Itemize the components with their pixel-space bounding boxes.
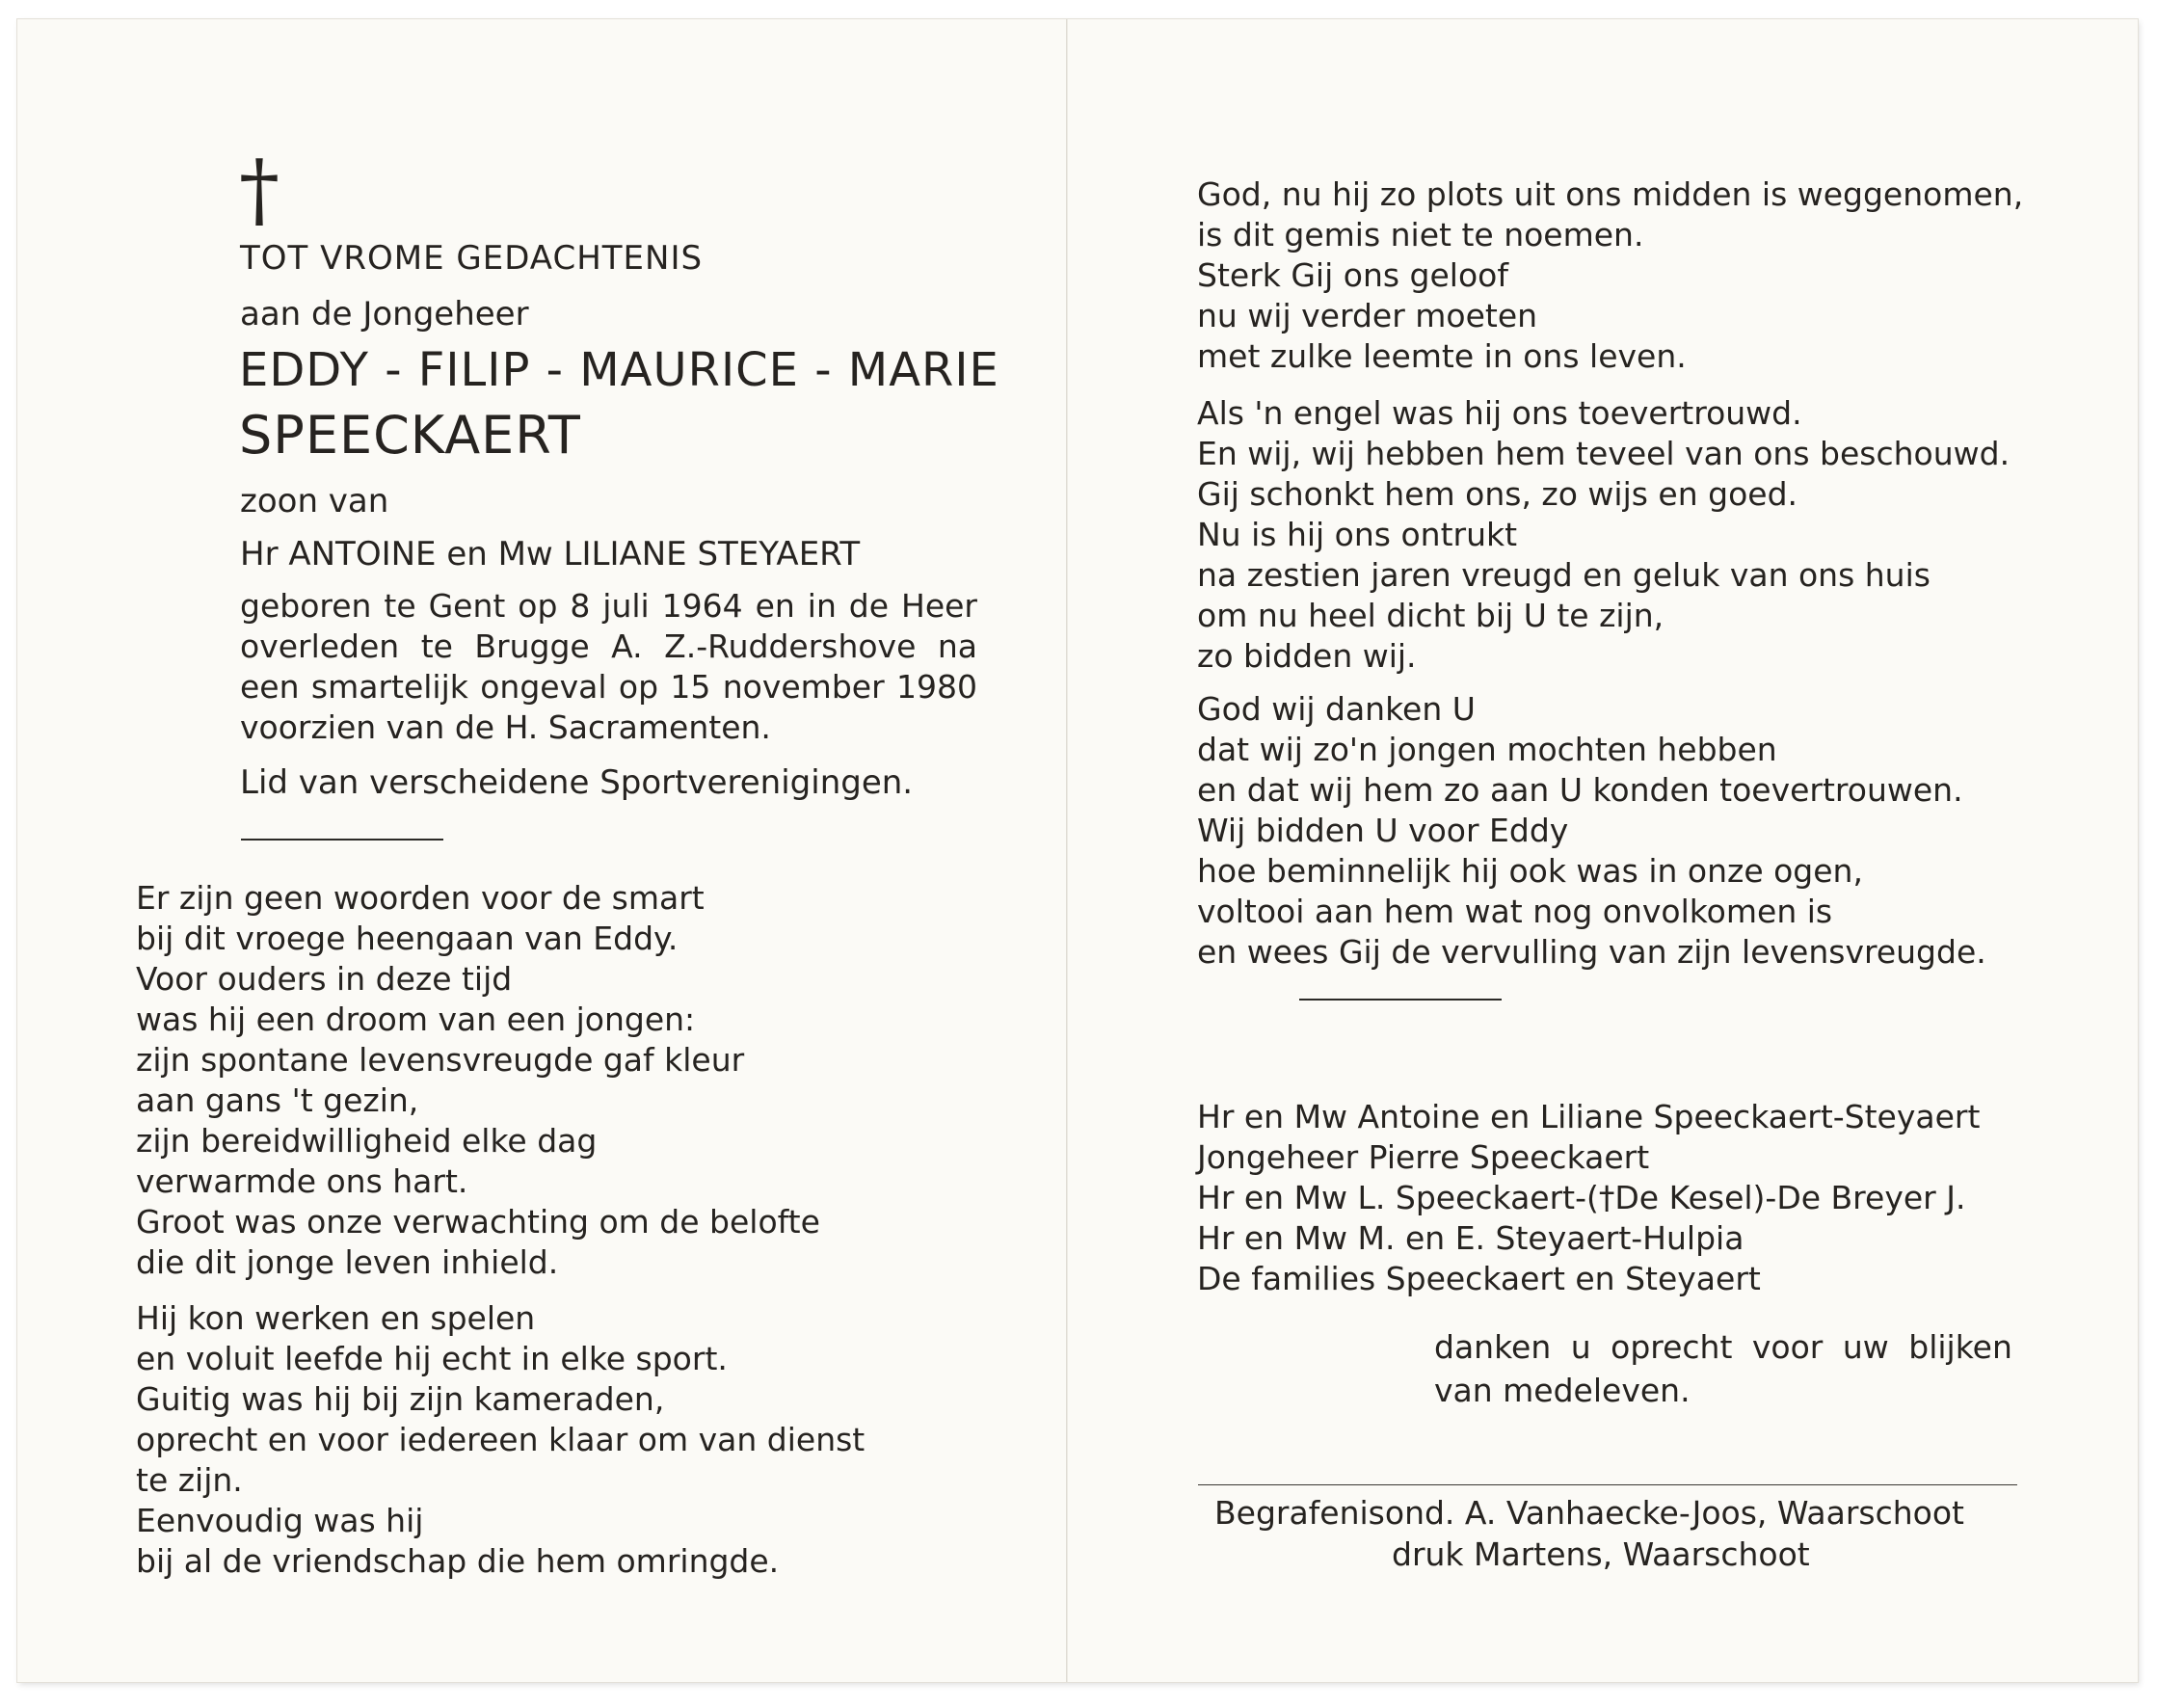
poem-line: die dit jonge leven inhield.	[136, 1243, 559, 1281]
poem-line: oprecht en voor iedereen klaar om van dienst	[136, 1421, 865, 1458]
poem-line: en voluit leefde hij echt in elke sport.	[136, 1340, 728, 1377]
poem-line: zijn bereidwilligheid elke dag	[136, 1122, 598, 1160]
son-of-line: zoon van	[240, 482, 389, 520]
prayer-line: hoe beminnelijk hij ook was in onze ogen,	[1197, 852, 1863, 890]
poem-line: Er zijn geen woorden voor de smart	[136, 879, 705, 917]
intro-line: aan de Jongeheer	[240, 295, 529, 334]
divider	[1299, 999, 1502, 1001]
prayer-line: voltooi aan hem wat nog onvolkomen is	[1197, 893, 1833, 930]
memorial-card	[17, 19, 2138, 1682]
prayer-line: Gij schonkt hem ons, zo wijs en goed.	[1197, 475, 1798, 513]
bio-line: een smartelijk ongeval op 15 november 1980	[240, 668, 977, 706]
poem-line: aan gans 't gezin,	[136, 1081, 419, 1119]
biography	[240, 586, 977, 748]
prayer-line: Als 'n engel was hij ons toevertrouwd.	[1197, 394, 1802, 432]
family-list	[1197, 1097, 1980, 1299]
family-line: Hr en Mw Antoine en Liliane Speeckaert-Steyaert	[1197, 1098, 1981, 1135]
thanks-line: danken u oprecht voor uw blijken	[1434, 1328, 2012, 1366]
poem-line: zijn spontane levensvreugde gaf kleur	[136, 1041, 745, 1079]
prayer-line: zo bidden wij.	[1197, 637, 1417, 675]
poem-line: Guitig was hij bij zijn kameraden,	[136, 1380, 665, 1418]
prayer-stanza-3	[1197, 689, 1986, 973]
poem-line: Voor ouders in deze tijd	[136, 960, 513, 998]
prayer-line: nu wij verder moeten	[1197, 297, 1538, 334]
parents-line: Hr ANTOINE en Mw LILIANE STEYAERT	[240, 535, 861, 574]
footer-rule	[1198, 1484, 2017, 1485]
membership-line: Lid van verscheidene Sportverenigingen.	[240, 763, 914, 802]
poem-line: te zijn.	[136, 1461, 243, 1499]
family-line: Jongeheer Pierre Speeckaert	[1197, 1138, 1650, 1176]
prayer-line: om nu heel dicht bij U te zijn,	[1197, 597, 1664, 634]
prayer-line: is dit gemis niet te noemen.	[1197, 216, 1644, 254]
undertaker-line: Begrafenisond. A. Vanhaecke-Joos, Waarschoot	[1214, 1494, 1964, 1532]
poem-line: bij dit vroege heengaan van Eddy.	[136, 920, 679, 957]
prayer-line: na zestien jaren vreugd en geluk van ons huis	[1197, 556, 1931, 594]
thanks-text	[1434, 1327, 2012, 1411]
family-line: Hr en Mw L. Speeckaert-(†De Kesel)-De Breyer J.	[1197, 1179, 1966, 1216]
poem-line: Eenvoudig was hij	[136, 1502, 424, 1539]
family-line: De families Speeckaert en Steyaert	[1197, 1260, 1761, 1297]
family-line: Hr en Mw M. en E. Steyaert-Hulpia	[1197, 1219, 1744, 1257]
bio-line: overleden te Brugge A. Z.-Ruddershove na	[240, 627, 977, 665]
divider	[241, 839, 443, 841]
prayer-line: met zulke leemte in ons leven.	[1197, 337, 1687, 375]
prayer-line: en wees Gij de vervulling van zijn levensvreugde.	[1197, 933, 1986, 971]
thanks-line: van medeleven.	[1434, 1372, 1691, 1409]
heading: TOT VROME GEDACHTENIS	[240, 239, 704, 278]
bio-line: geboren te Gent op 8 juli 1964 en in de Heer	[240, 587, 977, 625]
given-names: EDDY - FILIP - MAURICE - MARIE	[239, 343, 999, 397]
bio-line: voorzien van de H. Sacramenten.	[240, 708, 771, 746]
prayer-line: en dat wij hem zo aan U konden toevertrouwen.	[1197, 771, 1963, 809]
prayer-line: Wij bidden U voor Eddy	[1197, 812, 1569, 849]
poem-line: Groot was onze verwachting om de belofte	[136, 1203, 820, 1241]
prayer-line: Sterk Gij ons geloof	[1197, 256, 1508, 294]
surname: SPEECKAERT	[239, 405, 581, 466]
printer-line: druk Martens, Waarschoot	[1392, 1535, 1810, 1573]
poem-line: Hij kon werken en spelen	[136, 1299, 536, 1337]
prayer-stanza-2	[1197, 393, 2010, 677]
card-fold	[1066, 19, 1068, 1682]
poem-line: verwarmde ons hart.	[136, 1162, 468, 1200]
prayer-line: Nu is hij ons ontrukt	[1197, 516, 1518, 553]
prayer-line: dat wij zo'n jongen mochten hebben	[1197, 731, 1777, 768]
prayer-stanza-1	[1197, 174, 2023, 377]
poem-line: was hij een droom van een jongen:	[136, 1001, 696, 1038]
poem-stanza-2	[136, 1298, 865, 1582]
prayer-line: God, nu hij zo plots uit ons midden is weggenomen,	[1197, 175, 2024, 213]
poem-stanza-1	[136, 878, 820, 1283]
prayer-line: En wij, wij hebben hem teveel van ons beschouwd.	[1197, 435, 2011, 472]
prayer-line: God wij danken U	[1197, 690, 1476, 728]
cross-icon: †	[239, 143, 280, 237]
poem-line: bij al de vriendschap die hem omringde.	[136, 1542, 780, 1580]
